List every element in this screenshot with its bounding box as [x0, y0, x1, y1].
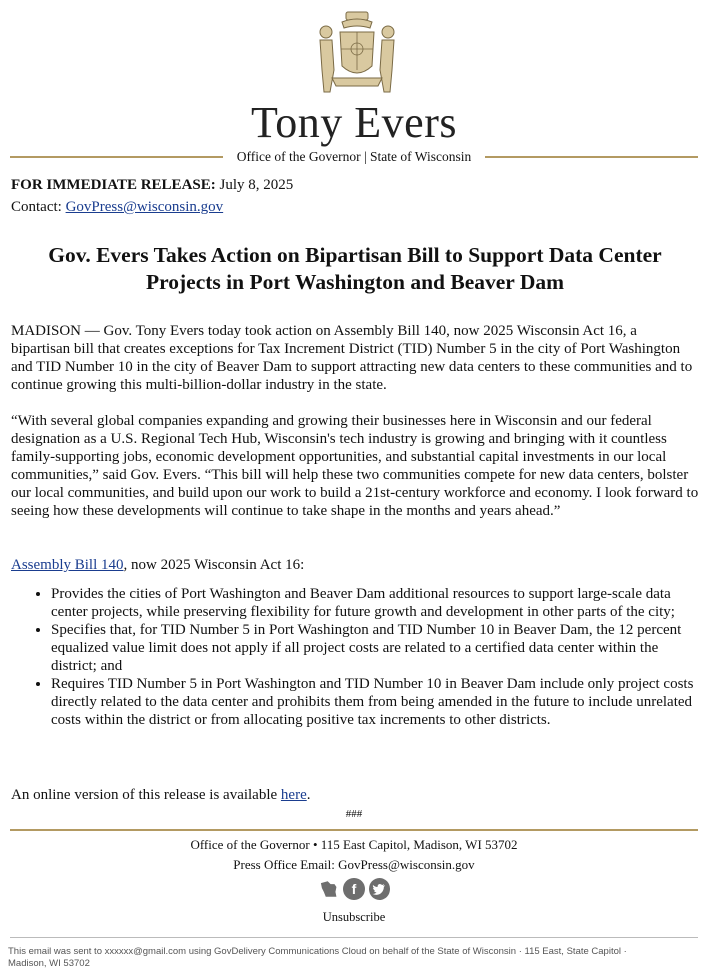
bill-line [11, 556, 699, 574]
body-paragraph-2: “With several global companies expanding and growing their businesses here in Wisconsin and our federal designation as a U.S. Regional Tech Hub, Wisconsin's tech industry is growing and bringing with it countless family-supporting jobs, economic development opportunities, and substantial capital investments in our local communities,” said Gov. Evers. “This bill will help these two communities compete for new data centers, bolster our local communities, and build upon our work to build a 21st-century workforce and economy. I look forward to seeing how these developments will continue to take shape in the months and years ahead.” [11, 413, 699, 519]
release-label: FOR IMMEDIATE RELEASE: [11, 177, 216, 193]
governor-name-logo: Tony Evers [251, 98, 457, 147]
list-item: • Provides the cities of Port Washington and Beaver Dam additional resources to support large-scale data center projects, while preserving flexibility for future growth and development in other parts of the city; [51, 585, 701, 621]
social-links [318, 878, 390, 902]
unsubscribe-link[interactable]: Unsubscribe [322, 910, 386, 924]
footer-address: Office of the Governor • 115 East Capitol, Madison, WI 53702 [190, 837, 518, 852]
release-line [11, 176, 699, 194]
online-version-link[interactable]: here [280, 787, 307, 803]
body-paragraph-1: MADISON — Gov. Tony Evers today took action on Assembly Bill 140, now 2025 Wisconsin Act 16, a bipartisan bill that creates exceptions for Tax Increment District (TID) Number 5 in the city of Port Washington and TID Number 10 in the city of Beaver Dam to support attracting new data centers to these communities and to continue growing this multi-billion-dollar industry in the state. [11, 323, 693, 393]
twitter-icon[interactable] [369, 878, 390, 900]
assembly-bill-link[interactable]: Assembly Bill 140 [11, 557, 124, 573]
footer-press-email: Press Office Email: GovPress@wisconsin.gov [233, 857, 475, 872]
divider [485, 156, 698, 158]
office-tagline: Office of the Governor | State of Wisconsin [236, 149, 472, 164]
contact-email-link[interactable]: GovPress@wisconsin.gov [65, 199, 224, 215]
end-mark: ### [345, 808, 363, 820]
contact-label: Contact: [11, 199, 66, 215]
wisconsin-map-icon[interactable] [318, 878, 339, 900]
page-title: Gov. Evers Takes Action on Bipartisan Bill to Support Data Center Projects in Port Washington and Beaver Dam [48, 243, 662, 294]
delivery-note: This email was sent to xxxxxx@gmail.com using GovDelivery Communications Cloud on behalf of the State of Wisconsin · 115 East, State Capitol · Madison, WI 53702 [8, 946, 627, 969]
contact-line [11, 198, 699, 216]
wisconsin-seal-logo [312, 8, 402, 96]
office-tagline-row [10, 148, 698, 166]
footer-divider-2 [10, 937, 698, 938]
list-item: • Requires TID Number 5 in Port Washington and TID Number 10 in Beaver Dam include only project costs directly related to the data center and prohibits them from being amended in the future to include unrelated costs within the district or from allocating positive tax increments to other districts. [51, 675, 701, 729]
release-date: July 8, 2025 [215, 177, 294, 193]
online-version-line [11, 786, 699, 804]
online-prefix: An online version of this release is available [11, 787, 281, 803]
bill-provisions-list [11, 585, 701, 729]
footer-divider [10, 829, 698, 831]
online-suffix: . [306, 787, 311, 803]
list-item: • Specifies that, for TID Number 5 in Port Washington and TID Number 10 in Beaver Dam, the 12 percent equalized value limit does not apply if all project costs are related to a certified data center within the district; and [51, 621, 701, 675]
divider [10, 156, 223, 158]
facebook-icon[interactable]: f [343, 878, 364, 900]
bill-suffix: , now 2025 Wisconsin Act 16: [123, 557, 305, 573]
